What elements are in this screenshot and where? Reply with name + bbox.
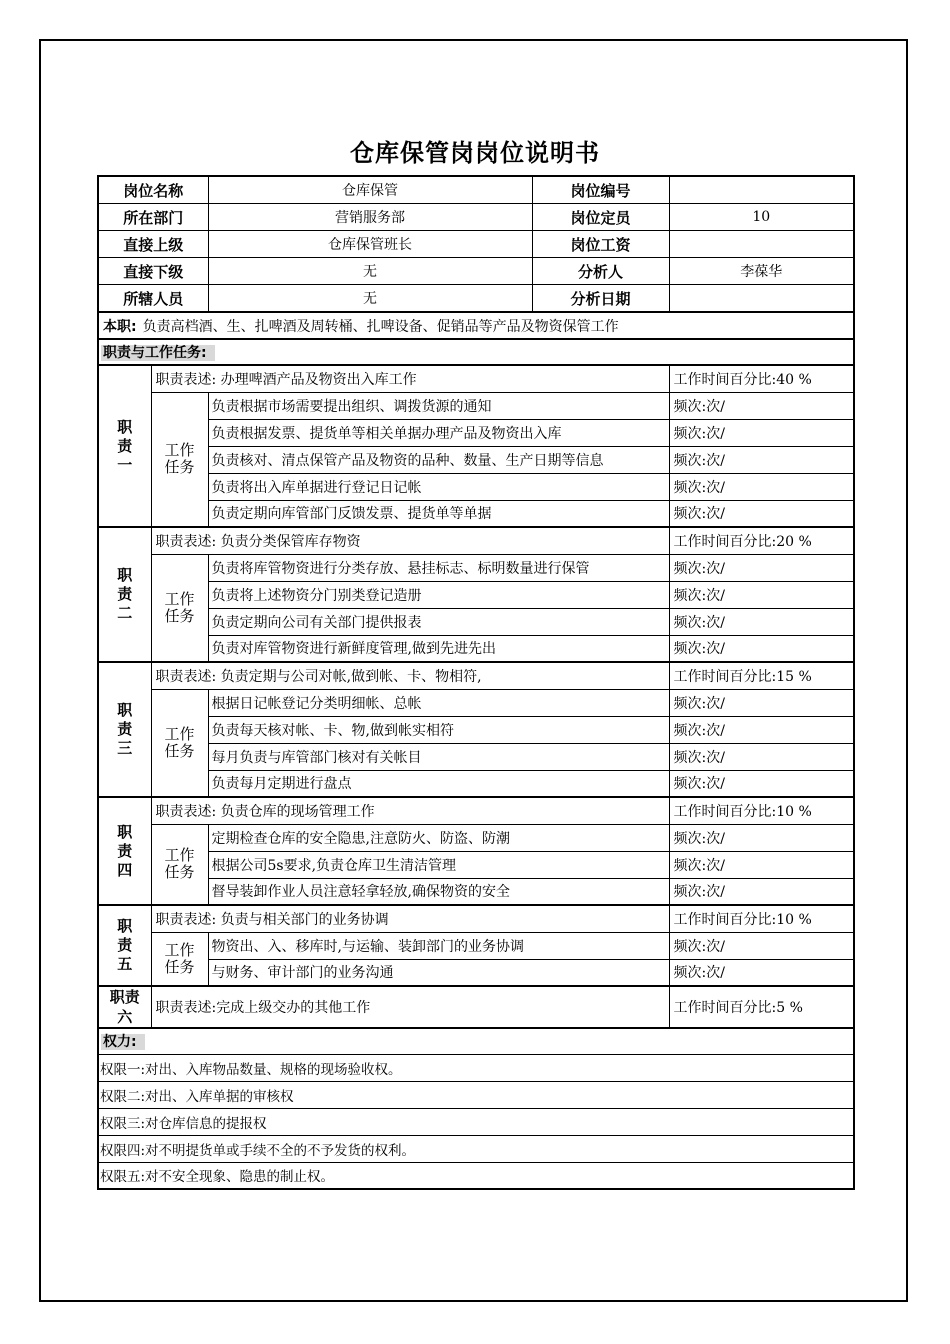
duty-percent: 工作时间百分比:20 % [669, 527, 854, 554]
task-text: 负责将出入库单据进行登记日记帐 [208, 473, 669, 500]
task-frequency: 频次:次/ [669, 878, 854, 905]
duty-statement: 职责表述: 负责定期与公司对帐,做到帐、卡、物相符, [151, 662, 669, 689]
task-frequency: 频次:次/ [669, 446, 854, 473]
task-label [151, 824, 208, 905]
task-text: 根据日记帐登记分类明细帐、总帐 [208, 689, 669, 716]
task-frequency: 频次:次/ [669, 554, 854, 581]
authority-item: 权限四:对不明提货单或手续不全的不予发货的权利。 [98, 1135, 854, 1162]
task-row [98, 473, 854, 500]
info-row [98, 204, 854, 231]
duty-summary [98, 312, 854, 339]
duty-statement-row [98, 365, 854, 392]
info-value [669, 231, 854, 258]
task-text: 定期检查仓库的安全隐患,注意防火、防盗、防潮 [208, 824, 669, 851]
info-row [98, 231, 854, 258]
task-row [98, 932, 854, 959]
authority-item: 权限二:对出、入库单据的审核权 [98, 1081, 854, 1108]
duty-name-label: 职责二 [117, 566, 133, 622]
info-value: 仓库保管班长 [209, 231, 533, 257]
duty-statement-row [98, 905, 854, 932]
duty-statement-row [98, 527, 854, 554]
task-frequency: 频次:次/ [669, 581, 854, 608]
task-frequency: 频次:次/ [669, 824, 854, 851]
task-text: 负责定期向公司有关部门提供报表 [208, 608, 669, 635]
duty-percent: 工作时间百分比:15 % [669, 662, 854, 689]
duty-statement: 职责表述: 负责分类保管库存物资 [151, 527, 669, 554]
authority-header-label: 权力: [101, 1034, 145, 1050]
info-row [98, 258, 854, 285]
responsibilities-header-label: 职责与工作任务: [101, 345, 215, 361]
task-row [98, 581, 854, 608]
duty-summary-text: 负责高档酒、生、扎啤酒及周转桶、扎啤设备、促销品等产品及物资保管工作 [142, 318, 619, 335]
task-row [98, 392, 854, 419]
task-row [98, 689, 854, 716]
task-row [98, 635, 854, 662]
info-label: 分析日期 [570, 289, 631, 308]
info-label: 直接下级 [98, 258, 208, 285]
info-label: 所在部门 [98, 204, 208, 231]
duty-name [98, 797, 151, 905]
task-label-text: 工作任务 [164, 846, 195, 882]
info-row [98, 176, 854, 204]
duty-name [98, 365, 151, 527]
info-value: 无 [209, 285, 533, 311]
task-label [151, 689, 208, 797]
duty-percent: 工作时间百分比:10 % [669, 797, 854, 824]
task-row [98, 419, 854, 446]
task-frequency: 频次:次/ [669, 851, 854, 878]
task-label [151, 392, 208, 527]
duty-statement: 职责表述: 办理啤酒产品及物资出入库工作 [151, 365, 669, 392]
page-title: 仓库保管岗岗位说明书 [350, 139, 600, 167]
duty-name-label: 职责六 [109, 988, 140, 1026]
info-row [98, 285, 854, 313]
duty-percent: 工作时间百分比:40 % [669, 365, 854, 392]
duty-name [98, 905, 151, 986]
info-label: 直接上级 [98, 231, 208, 258]
duty-statement: 职责表述: 负责与相关部门的业务协调 [151, 905, 669, 932]
info-value: 李葆华 [669, 258, 854, 285]
duty-name [98, 662, 151, 797]
task-row [98, 554, 854, 581]
task-text: 负责将库管物资进行分类存放、悬挂标志、标明数量进行保管 [208, 554, 669, 581]
info-label: 分析人 [577, 262, 623, 281]
duty-percent: 工作时间百分比:5 % [669, 986, 854, 1028]
info-value [669, 176, 854, 204]
task-frequency: 频次:次/ [669, 716, 854, 743]
duty-name [98, 527, 151, 662]
duty-statement-row [98, 662, 854, 689]
duty-statement-row [98, 797, 854, 824]
task-row [98, 716, 854, 743]
info-label: 岗位定员 [570, 208, 631, 227]
task-label [151, 554, 208, 662]
task-text: 负责根据发票、提货单等相关单据办理产品及物资出入库 [208, 419, 669, 446]
duty-summary-label: 本职: [103, 318, 137, 335]
task-text: 负责每天核对帐、卡、物,做到帐实相符 [208, 716, 669, 743]
info-value-cell [208, 285, 669, 313]
info-value-cell [208, 231, 669, 258]
duty-name [98, 986, 151, 1028]
task-label-text: 工作任务 [164, 441, 195, 477]
duty-name-label: 职责一 [117, 417, 133, 474]
task-text: 负责根据市场需要提出组织、调拨货源的通知 [208, 392, 669, 419]
task-row [98, 446, 854, 473]
task-row [98, 743, 854, 770]
task-text: 负责将上述物资分门别类登记造册 [208, 581, 669, 608]
duty-statement-row [98, 986, 854, 1028]
duty-name-label: 职责五 [117, 917, 133, 973]
task-text: 根据公司5s要求,负责仓库卫生清洁管理 [208, 851, 669, 878]
duty-statement: 职责表述: 负责仓库的现场管理工作 [151, 797, 669, 824]
info-value-cell [208, 258, 669, 285]
task-row [98, 824, 854, 851]
task-row [98, 851, 854, 878]
authority-header [98, 1028, 854, 1054]
authority-item: 权限三:对仓库信息的提报权 [98, 1108, 854, 1135]
task-frequency: 频次:次/ [669, 500, 854, 527]
task-frequency: 频次:次/ [669, 608, 854, 635]
task-text: 负责核对、清点保管产品及物资的品种、数量、生产日期等信息 [208, 446, 669, 473]
info-value-cell [208, 176, 669, 204]
task-label-text: 工作任务 [164, 589, 195, 625]
duty-name-label: 职责三 [117, 701, 133, 757]
task-row [98, 608, 854, 635]
task-frequency: 频次:次/ [669, 743, 854, 770]
task-text: 物资出、入、移库时,与运输、装卸部门的业务协调 [208, 932, 669, 959]
info-value-cell [208, 204, 669, 231]
info-label: 岗位工资 [570, 235, 631, 254]
info-value: 营销服务部 [209, 204, 533, 230]
task-text: 负责对库管物资进行新鲜度管理,做到先进先出 [208, 635, 669, 662]
info-value [669, 285, 854, 313]
task-frequency: 频次:次/ [669, 635, 854, 662]
info-value: 无 [209, 258, 533, 284]
duty-name-label: 职责四 [117, 822, 133, 879]
duty-statement: 职责表述:完成上级交办的其他工作 [151, 986, 669, 1028]
task-text: 督导装卸作业人员注意轻拿轻放,确保物资的安全 [208, 878, 669, 905]
job-description-table [97, 175, 855, 1190]
task-row [98, 500, 854, 527]
task-label [151, 932, 208, 986]
info-label: 所辖人员 [98, 285, 208, 313]
task-text: 每月负责与库管部门核对有关帐目 [208, 743, 669, 770]
task-frequency: 频次:次/ [669, 689, 854, 716]
task-label-text: 工作任务 [164, 940, 195, 976]
info-label: 岗位名称 [98, 176, 208, 204]
task-frequency: 频次:次/ [669, 473, 854, 500]
responsibilities-header [98, 339, 854, 365]
task-text: 负责每月定期进行盘点 [208, 770, 669, 797]
task-row [98, 959, 854, 986]
task-frequency: 频次:次/ [669, 932, 854, 959]
duty-percent: 工作时间百分比:10 % [669, 905, 854, 932]
task-text: 负责定期向库管部门反馈发票、提货单等单据 [208, 500, 669, 527]
task-frequency: 频次:次/ [669, 770, 854, 797]
task-text: 与财务、审计部门的业务沟通 [208, 959, 669, 986]
task-frequency: 频次:次/ [669, 392, 854, 419]
info-value: 仓库保管 [209, 177, 533, 203]
authority-item: 权限一:对出、入库物品数量、规格的现场验收权。 [98, 1054, 854, 1081]
task-label-text: 工作任务 [164, 724, 195, 760]
task-frequency: 频次:次/ [669, 959, 854, 986]
task-row [98, 878, 854, 905]
info-label: 岗位编号 [570, 181, 631, 200]
authority-item: 权限五:对不安全现象、隐患的制止权。 [98, 1162, 854, 1189]
task-frequency: 频次:次/ [669, 419, 854, 446]
info-value: 10 [669, 204, 854, 231]
task-row [98, 770, 854, 797]
